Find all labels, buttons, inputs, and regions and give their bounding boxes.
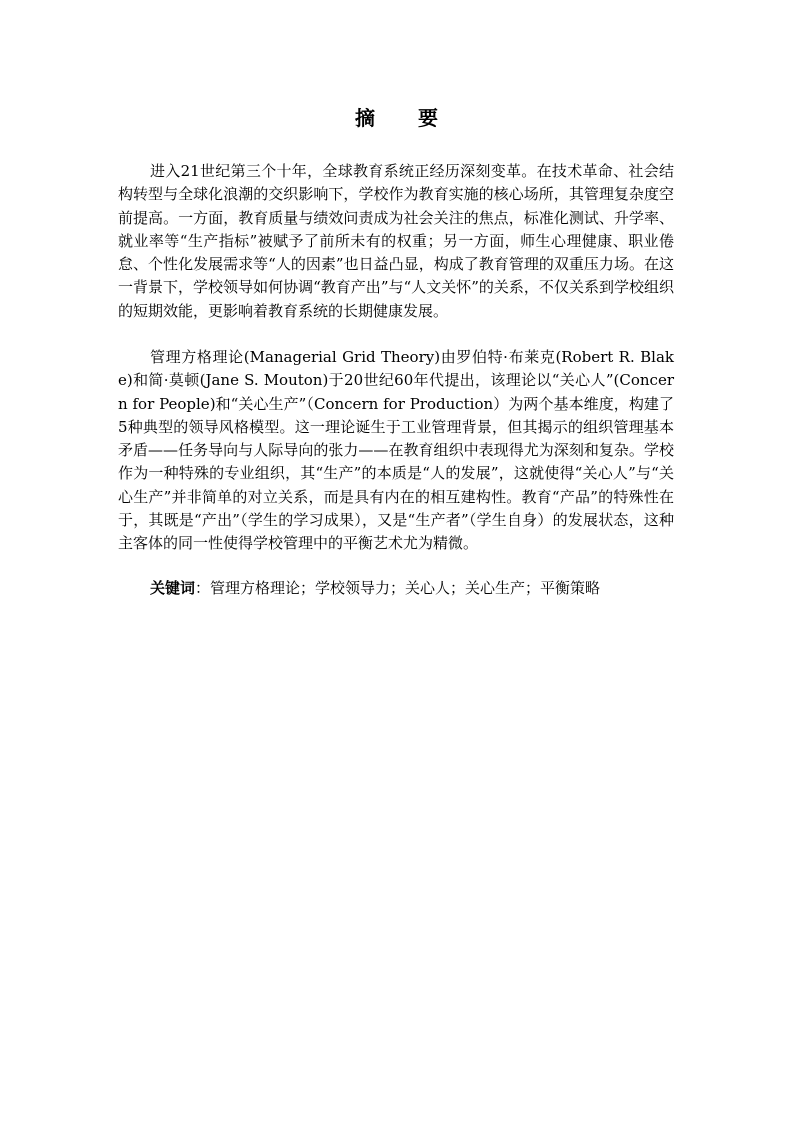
keywords-text: 管理方格理论；学校领导力；关心人；关心生产；平衡策略 [210, 579, 601, 597]
keywords-separator: ： [195, 579, 211, 597]
abstract-paragraph-1: 进入21世纪第三个十年，全球教育系统正经历深刻变革。在技术革命、社会结构转型与全球化浪潮的交织影响下，学校作为教育实施的核心场所，其管理复杂度空前提高。一方面，教育质量与绩效问责成为社会关注的焦点，标准化测试、升学率、就业率等“生产指标”被赋予了前所未有的权重；另一方面，师生心理健康、职业倦怠、个性化发展需求等“人的因素”也日益凸显，构成了教育管理的双重压力场。在这一背景下，学校领导如何协调“教育产出”与“人文关怀”的关系，不仅关系到学校组织的短期效能，更影响着教育系统的长期健康发展。 [118, 162, 674, 320]
abstract-title: 摘 要 [355, 106, 456, 130]
keywords-line [150, 577, 680, 600]
abstract-paragraph-2: 管理方格理论(Managerial Grid Theory)由罗伯特·布莱克(Robert R. Blake)和简·莫顿(Jane S. Mouton)于20世纪60年代提出，该理论以“关心人”(Concern for People)和“关心生产”（Concern for Production）为两个基本维度，构建了5种典型的领导风格模型。这一理论诞生于工业管理背景，但其揭示的组织管理基本矛盾——任务导向与人际导向的张力——在教育组织中表现得尤为深刻和复杂。学校作为一种特殊的专业组织，其“生产”的本质是“人的发展”，这就使得“关心人”与“关心生产”并非简单的对立关系，而是具有内在的相互建构性。教育“产品”的特殊性在于，其既是“产出”（学生的学习成果），又是“生产者”（学生自身）的发展状态，这种主客体的同一性使得学校管理中的平衡艺术尤为精微。 [118, 348, 674, 553]
keywords-label: 关键词 [150, 579, 196, 597]
